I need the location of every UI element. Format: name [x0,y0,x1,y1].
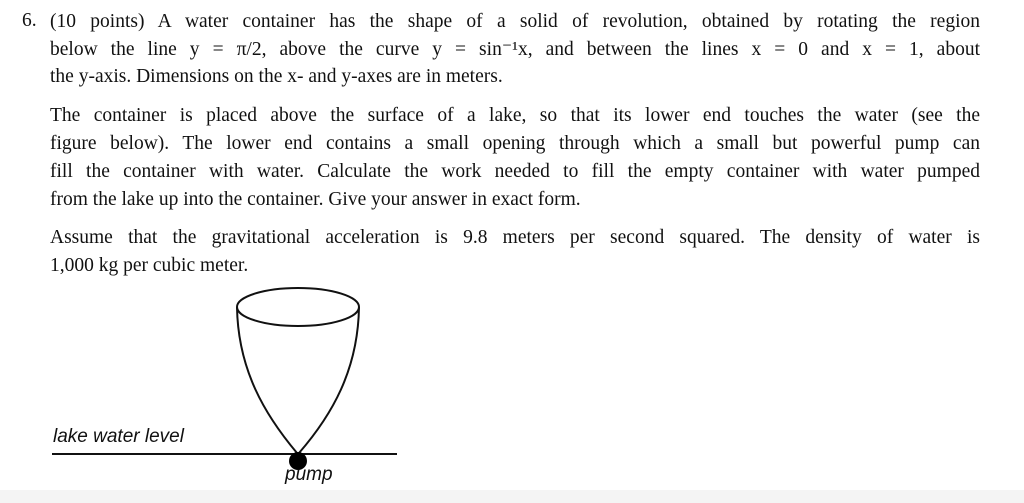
container-right-side [299,307,359,453]
container-rim [237,288,359,326]
text-line: 1,000 kg per cubic meter. [50,255,249,276]
text-line: below the line y = π/2, above the curve y = sin⁻¹x, and between the lines x = 0 and x = 1, about [50,39,980,60]
problem-number: 6. [22,10,37,31]
container-left-side [237,307,297,453]
text-line: from the lake up into the container. Give your answer in exact form. [50,189,581,210]
bottom-strip [0,490,1024,503]
text-line: the y-axis. Dimensions on the x- and y-axes are in meters. [50,66,503,87]
pump-label: pump [285,464,333,485]
text-line: fill the container with water. Calculate the work needed to fill the empty container with water pumped [50,161,980,182]
water-level-label: lake water level [53,426,184,447]
text-line: (10 points) A water container has the shape of a solid of revolution, obtained by rotating the region [50,11,980,32]
text-line: figure below). The lower end contains a small opening through which a small but powerful pump can [50,133,980,154]
text-line: The container is placed above the surface of a lake, so that its lower end touches the water (see the [50,105,980,126]
text-line: Assume that the gravitational acceleration is 9.8 meters per second squared. The density of water is [50,227,980,248]
